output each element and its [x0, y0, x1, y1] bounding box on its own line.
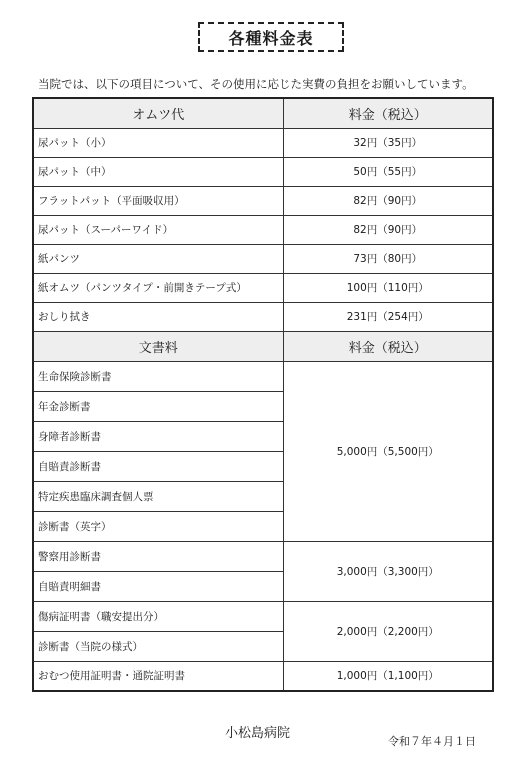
table-row [33, 661, 493, 691]
table-row [33, 273, 493, 302]
document-price: 5,000円（5,500円） [283, 361, 493, 541]
document-price: 2,000円（2,200円） [283, 601, 493, 661]
table-row [33, 302, 493, 331]
diaper-price: 82円（90円） [283, 215, 493, 244]
diaper-price: 50円（55円） [283, 157, 493, 186]
diaper-price: 73円（80円） [283, 244, 493, 273]
table-row [33, 361, 493, 391]
diaper-item: 尿パット（小） [33, 128, 283, 157]
diaper-item: おしり拭き [33, 302, 283, 331]
document-item: 自賠責診断書 [33, 451, 283, 481]
document-price: 1,000円（1,100円） [283, 661, 493, 691]
document-item: 身障者診断書 [33, 421, 283, 451]
diaper-price: 100円（110円） [283, 273, 493, 302]
table-row [33, 244, 493, 273]
diaper-item: 尿パット（中） [33, 157, 283, 186]
table-row [33, 541, 493, 571]
document-item: 傷病証明書（職安提出分） [33, 601, 283, 631]
table-row [33, 157, 493, 186]
diaper-price: 32円（35円） [283, 128, 493, 157]
intro-text: 当院では、以下の項目について、その使用に応じた実費の負担をお願いしています。 [38, 77, 474, 91]
table-row [33, 128, 493, 157]
table-row [33, 186, 493, 215]
document-header-item: 文書料 [33, 331, 283, 361]
diaper-price: 231円（254円） [283, 302, 493, 331]
diaper-header-row [33, 98, 493, 128]
document-header-price: 料金（税込） [283, 331, 493, 361]
diaper-item: 尿パット（スーパーワイド） [33, 215, 283, 244]
document-header-row [33, 331, 493, 361]
hospital-name: 小松島病院 [225, 726, 291, 741]
document-item: おむつ使用証明書・通院証明書 [33, 661, 283, 691]
fee-table [32, 97, 494, 692]
diaper-item: フラットパット（平面吸収用） [33, 186, 283, 215]
document-item: 特定疾患臨床調査個人票 [33, 481, 283, 511]
diaper-header-item: オムツ代 [33, 98, 283, 128]
issue-date: 令和７年４月１日 [388, 735, 476, 748]
document-item: 生命保険診断書 [33, 361, 283, 391]
diaper-price: 82円（90円） [283, 186, 493, 215]
diaper-item: 紙パンツ [33, 244, 283, 273]
document-price: 3,000円（3,300円） [283, 541, 493, 601]
document-item: 年金診断書 [33, 391, 283, 421]
table-row [33, 215, 493, 244]
page-title: 各種料金表 [198, 22, 344, 52]
diaper-item: 紙オムツ（パンツタイプ・前開きテープ式） [33, 273, 283, 302]
document-item: 診断書（当院の様式） [33, 631, 283, 661]
diaper-header-price: 料金（税込） [283, 98, 493, 128]
table-row [33, 601, 493, 631]
document-item: 警察用診断書 [33, 541, 283, 571]
document-item: 診断書（英字） [33, 511, 283, 541]
document-item: 自賠責明細書 [33, 571, 283, 601]
